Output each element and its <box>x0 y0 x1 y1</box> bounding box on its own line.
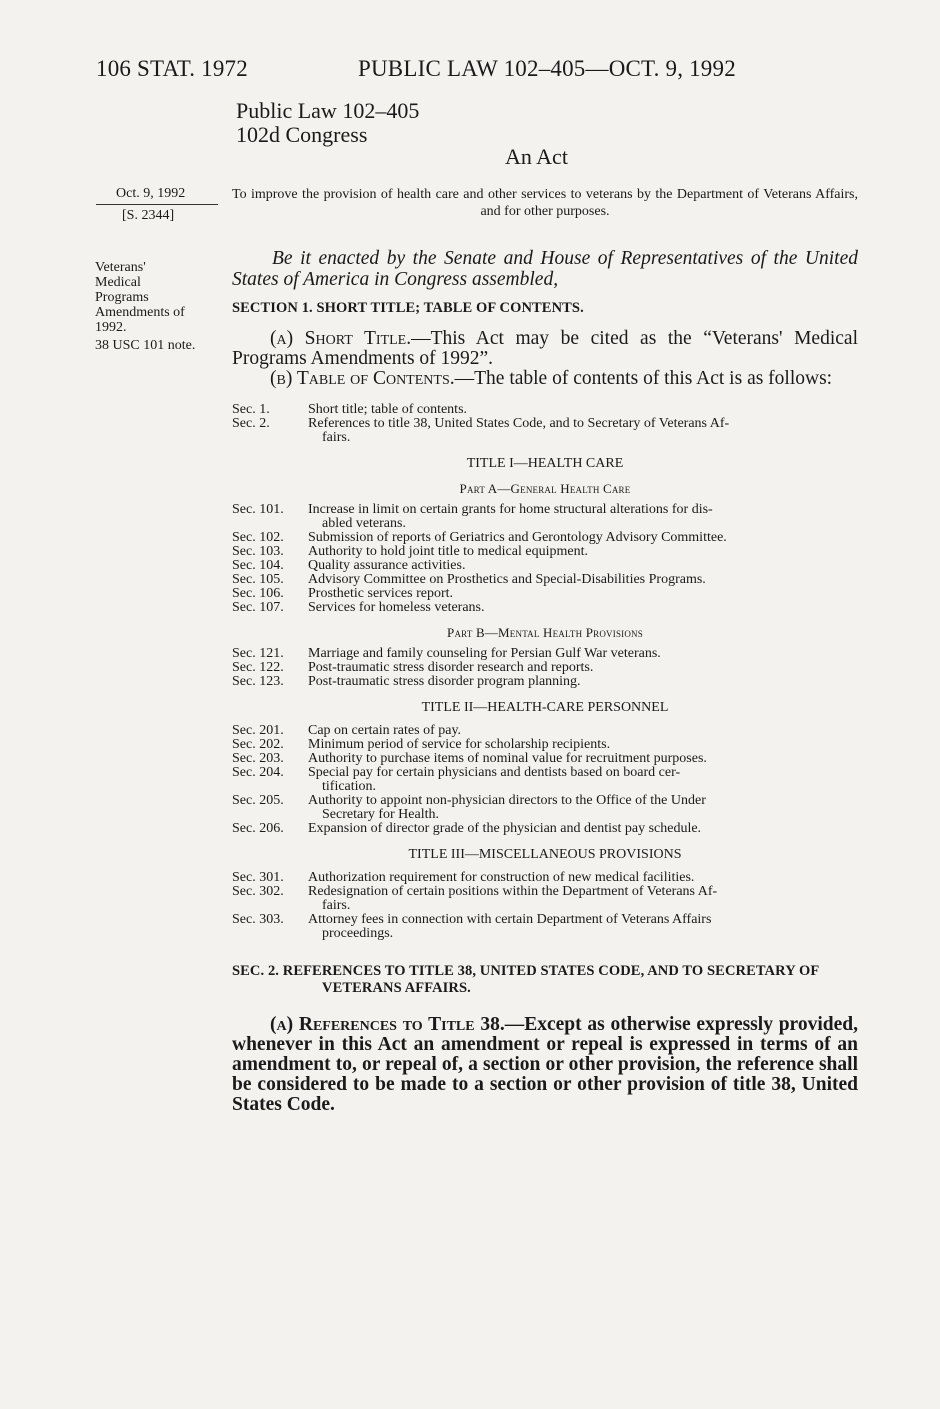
toc-entry <box>232 913 858 941</box>
toc-entry <box>232 531 858 545</box>
toc-entry-number: Sec. 106. <box>232 586 284 601</box>
toc-entry-text <box>308 752 858 766</box>
toc-entry-line: Authority to purchase items of nominal value for recruitment purposes. <box>308 751 707 766</box>
toc-entry-line: Expansion of director grade of the physician and dentist pay schedule. <box>308 821 702 836</box>
toc-entry-text <box>308 403 858 417</box>
congress: 102d Congress <box>236 122 368 147</box>
toc-entry-line: Authorization requirement for construction of new medical facilities. <box>308 870 695 885</box>
toc-title-2: TITLE II—HEALTH-CARE PERSONNEL <box>421 700 669 715</box>
toc-entry-text <box>308 675 858 689</box>
main-text <box>232 186 858 1115</box>
toc-entry-line: Post-traumatic stress disorder research and reports. <box>308 660 594 675</box>
page-header-stat: 106 STAT. 1972 <box>96 56 248 81</box>
toc-entry <box>232 417 858 445</box>
toc-entry-number: Sec. 204. <box>232 765 284 780</box>
toc-entry-text <box>308 661 858 675</box>
section-1b-label: (b) Table of Contents. <box>270 368 455 389</box>
toc-entry-number: Sec. 1. <box>232 402 270 417</box>
margin-usc-note: 38 USC 101 note. <box>95 338 196 353</box>
toc-entry <box>232 675 858 689</box>
toc-entry-line: Cap on certain rates of pay. <box>308 723 462 738</box>
toc-entry-text <box>308 871 858 885</box>
toc-entry-continuation: abled veterans. <box>322 516 406 531</box>
toc-entry-number: Sec. 101. <box>232 502 284 517</box>
toc-entry <box>232 752 858 766</box>
toc-entry-line: Increase in limit on certain grants for home structural alterations for dis- <box>308 502 713 517</box>
margin-rule <box>96 204 218 205</box>
section-1a <box>232 329 858 369</box>
toc-entry-line: Attorney fees in connection with certain Department of Veterans Affairs <box>308 912 712 927</box>
toc-entry-text <box>308 559 858 573</box>
toc-entry-line: Short title; table of contents. <box>308 402 468 417</box>
toc-entry <box>232 766 858 794</box>
toc-part-a: Part A—General Health Care <box>459 481 631 496</box>
section-1b <box>232 369 858 389</box>
toc-entry-continuation: tification. <box>322 779 377 794</box>
margin-short-title <box>95 260 185 335</box>
margin-line: Programs <box>95 290 149 305</box>
toc-entry-number: Sec. 103. <box>232 544 284 559</box>
margin-line: Medical <box>95 275 141 290</box>
toc-entry-number: Sec. 105. <box>232 572 284 587</box>
toc-entry-number: Sec. 102. <box>232 530 284 545</box>
toc-entry-continuation: Secretary for Health. <box>322 807 439 822</box>
toc-entry-line: Minimum period of service for scholarship recipients. <box>308 737 611 752</box>
toc-part-b: Part B—Mental Health Provisions <box>447 625 643 640</box>
toc-entry-text <box>308 587 858 601</box>
toc-entry-text <box>308 913 858 941</box>
toc-entry-text <box>308 545 858 559</box>
toc-entry-number: Sec. 303. <box>232 912 284 927</box>
toc-entry <box>232 573 858 587</box>
toc-entry-number: Sec. 201. <box>232 723 284 738</box>
section-1-heading: SECTION 1. SHORT TITLE; TABLE OF CONTENTS. <box>232 300 584 316</box>
toc-entry-number: Sec. 302. <box>232 884 284 899</box>
toc-part-b-items <box>232 647 858 689</box>
toc-entry-number: Sec. 2. <box>232 416 270 431</box>
toc-entry-line: Advisory Committee on Prosthetics and Special-Disabilities Programs. <box>308 572 706 587</box>
toc-entry-text <box>308 573 858 587</box>
toc-part-a-items <box>232 503 858 615</box>
toc-entry <box>232 885 858 913</box>
toc-entry-line: Submission of reports of Geriatrics and Gerontology Advisory Committee. <box>308 530 727 545</box>
margin-line: Amendments of <box>95 305 185 320</box>
toc-entry-line: Quality assurance activities. <box>308 558 466 573</box>
toc-entry <box>232 661 858 675</box>
toc-title-1: TITLE I—HEALTH CARE <box>466 456 624 471</box>
toc-entry <box>232 587 858 601</box>
margin-line: Veterans' <box>95 260 146 275</box>
toc-entry-line: References to title 38, United States Code, and to Secretary of Veterans Af- <box>308 416 730 431</box>
toc-entry-number: Sec. 122. <box>232 660 284 675</box>
toc-entry-number: Sec. 107. <box>232 600 284 615</box>
toc-intro <box>232 403 858 445</box>
toc-entry <box>232 601 858 615</box>
toc-entry-text <box>308 738 858 752</box>
purpose-clause: To improve the provision of health care and other services to veterans by the Department of Veterans Affairs, and for other purposes. <box>232 187 858 219</box>
toc-entry-line: Prosthetic services report. <box>308 586 454 601</box>
toc-entry <box>232 822 858 836</box>
toc-entry-text <box>308 503 858 531</box>
toc-entry-line: Redesignation of certain positions within the Department of Veterans Af- <box>308 884 718 899</box>
toc-entry-text <box>308 601 858 615</box>
toc-entry-number: Sec. 123. <box>232 674 284 689</box>
toc-entry-text <box>308 766 858 794</box>
toc-entry-number: Sec. 205. <box>232 793 284 808</box>
toc-entry-text <box>308 794 858 822</box>
section-2a-text: —Except as otherwise expressly provided, whenever in this Act an amendment or repeal is expressed in terms of an amendment to, or repeal of, a section or other provision, the reference shall be considered to be made to a section or other provision of title 38, United States Code. <box>232 1014 858 1115</box>
toc-entry-number: Sec. 202. <box>232 737 284 752</box>
law-number: Public Law 102–405 <box>236 98 420 123</box>
margin-date: Oct. 9, 1992 <box>116 186 186 201</box>
toc-entry-line: Special pay for certain physicians and dentists based on board cer- <box>308 765 681 780</box>
section-2a <box>232 1015 858 1115</box>
toc-title-2-items <box>232 724 858 836</box>
section-1a-label: (a) Short Title. <box>270 328 412 349</box>
toc-entry-text <box>308 822 858 836</box>
toc-entry-line: Authority to hold joint title to medical equipment. <box>308 544 588 559</box>
toc-entry-continuation: fairs. <box>322 430 351 445</box>
toc-entry <box>232 738 858 752</box>
toc-entry-line: Authority to appoint non-physician directors to the Office of the Under <box>308 793 706 808</box>
toc-entry <box>232 794 858 822</box>
toc-entry-text <box>308 724 858 738</box>
section-1a-text: —This Act may be cited as the “Veterans' Medical Programs Amendments of 1992”. <box>232 328 858 369</box>
toc-entry-text <box>308 417 858 445</box>
toc-entry-number: Sec. 301. <box>232 870 284 885</box>
toc-entry <box>232 559 858 573</box>
section-2a-label: (a) References to Title 38. <box>270 1014 505 1035</box>
act-heading: An Act <box>505 144 568 169</box>
toc-entry-line: Post-traumatic stress disorder program planning. <box>308 674 581 689</box>
table-of-contents <box>232 403 858 941</box>
toc-entry <box>232 647 858 661</box>
toc-entry-line: Services for homeless veterans. <box>308 600 485 615</box>
toc-entry-number: Sec. 203. <box>232 751 284 766</box>
section-1b-text: —The table of contents of this Act is as follows: <box>454 368 833 389</box>
toc-entry <box>232 545 858 559</box>
toc-entry-continuation: proceedings. <box>322 926 394 941</box>
toc-entry-text <box>308 647 858 661</box>
page-header-law: PUBLIC LAW 102–405—OCT. 9, 1992 <box>358 56 736 81</box>
toc-entry <box>232 724 858 738</box>
enacting-clause: Be it enacted by the Senate and House of Representatives of the United States of America in Congress assembled, <box>232 248 858 290</box>
toc-entry-text <box>308 531 858 545</box>
toc-title-3: TITLE III—MISCELLANEOUS PROVISIONS <box>408 847 682 862</box>
toc-title-3-items <box>232 871 858 941</box>
margin-bill-number: [S. 2344] <box>122 208 175 223</box>
toc-entry <box>232 403 858 417</box>
toc-entry-number: Sec. 206. <box>232 821 284 836</box>
toc-entry-text <box>308 885 858 913</box>
toc-entry <box>232 503 858 531</box>
toc-entry-number: Sec. 121. <box>232 646 284 661</box>
toc-entry-number: Sec. 104. <box>232 558 284 573</box>
toc-entry <box>232 871 858 885</box>
section-2-heading: SEC. 2. REFERENCES TO TITLE 38, UNITED STATES CODE, AND TO SECRETARY OF VETERANS AFFAIRS. <box>232 963 819 996</box>
toc-entry-line: Marriage and family counseling for Persian Gulf War veterans. <box>308 646 661 661</box>
margin-line: 1992. <box>95 320 127 335</box>
toc-entry-continuation: fairs. <box>322 898 351 913</box>
